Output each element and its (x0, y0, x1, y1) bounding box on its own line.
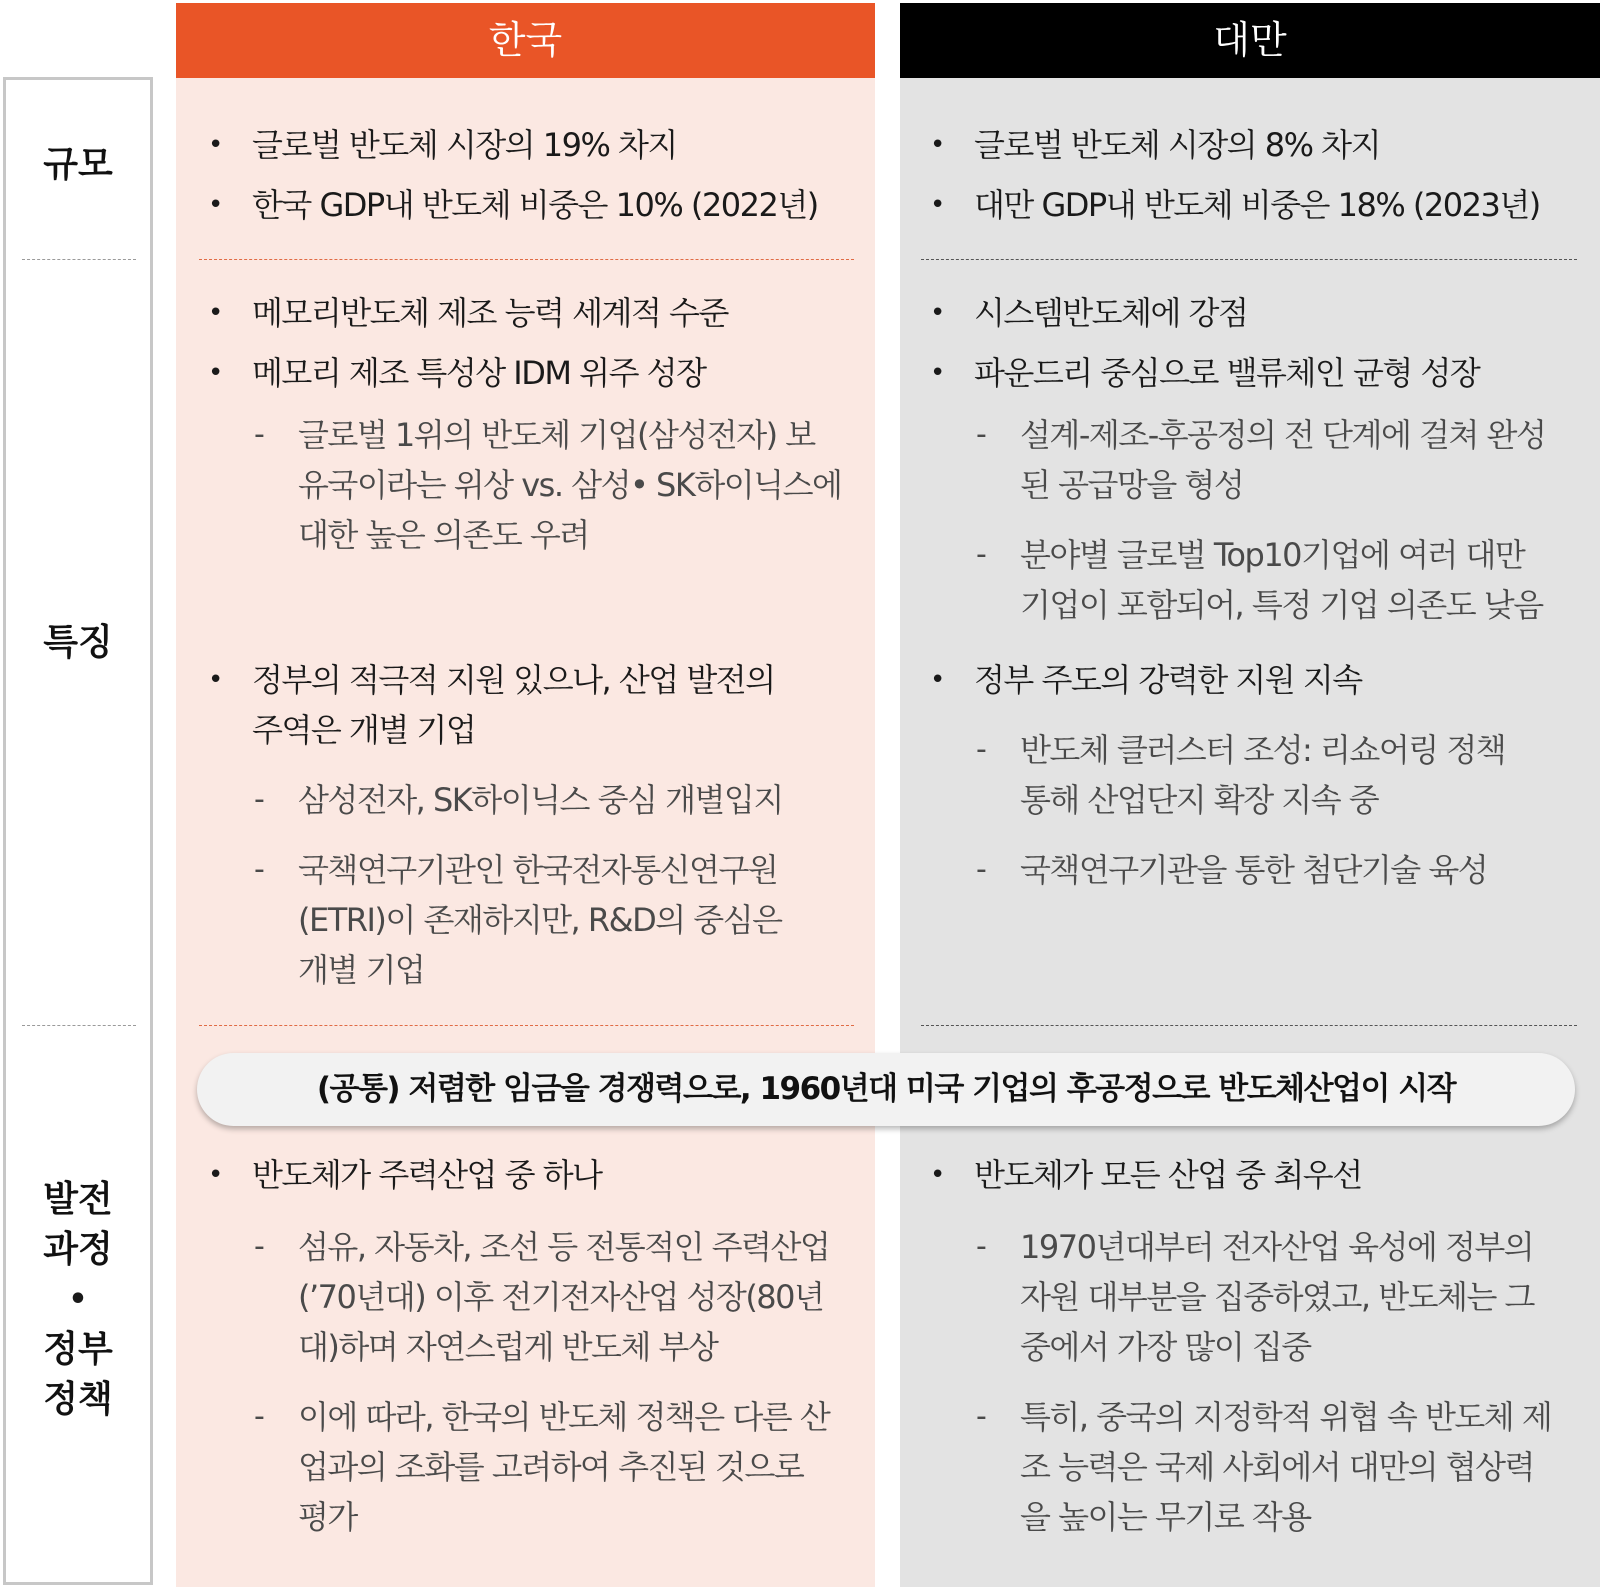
bullet-mark: • (930, 130, 946, 160)
taiwan-row-separator (921, 1025, 1577, 1026)
korea-row-separator (199, 259, 854, 260)
row-label-development-1: 발전 (43, 1179, 113, 1220)
taiwan-feature-item: 파운드리 중심으로 밸류체인 균형 성장 (974, 354, 1480, 392)
dash-mark: - (254, 1399, 265, 1434)
korea-row-separator (199, 1025, 854, 1026)
row-label-features: 특징 (43, 622, 113, 663)
bullet-mark: • (208, 1160, 224, 1190)
korea-feature-item: 메모리 제조 특성상 IDM 위주 성장 (252, 354, 706, 392)
row-label-development-3: 정부 (43, 1329, 113, 1370)
korea-feature-subitem: 개별 기업 (298, 951, 425, 989)
taiwan-feature-subitem: 기업이 포함되어, 특정 기업 의존도 낮음 (1020, 586, 1543, 624)
taiwan-scale-item: 대만 GDP내 반도체 비중은 18% (2023년) (974, 186, 1540, 224)
korea-feature-subitem: 대한 높은 의존도 우려 (298, 516, 589, 554)
taiwan-row-separator (921, 259, 1577, 260)
korea-header: 한국 (176, 3, 875, 78)
dash-mark: - (976, 417, 987, 452)
taiwan-feature-subitem: 분야별 글로벌 Top10기업에 여러 대만 (1020, 536, 1525, 574)
row-label-development-4: 정책 (43, 1379, 113, 1420)
bullet-mark: • (208, 130, 224, 160)
taiwan-scale-item: 글로벌 반도체 시장의 8% 차지 (974, 126, 1380, 164)
bullet-mark: • (208, 190, 224, 220)
dash-mark: - (976, 537, 987, 572)
bullet-mark: • (930, 298, 946, 328)
row-label-scale: 규모 (43, 144, 113, 185)
taiwan-feature-subitem: 통해 산업단지 확장 지속 중 (1020, 781, 1379, 819)
bullet-mark: • (930, 358, 946, 388)
row-label-development-2: 과정 (43, 1229, 113, 1270)
taiwan-development-subitem: 특히, 중국의 지정학적 위협 속 반도체 제 (1020, 1398, 1552, 1436)
korea-feature-item: 주역은 개별 기업 (252, 711, 476, 749)
bullet-mark: • (208, 665, 224, 695)
taiwan-development-subitem: 을 높이는 무기로 작용 (1020, 1498, 1311, 1536)
row-separator (22, 1025, 136, 1026)
dash-mark: - (976, 1229, 987, 1264)
korea-feature-item: 메모리반도체 제조 능력 세계적 수준 (252, 294, 728, 332)
korea-feature-subitem: 삼성전자, SK하이닉스 중심 개별입지 (298, 781, 783, 819)
taiwan-development-item: 반도체가 모든 산업 중 최우선 (974, 1156, 1362, 1194)
korea-feature-subitem: (ETRI)이 존재하지만, R&D의 중심은 (298, 901, 782, 939)
common-banner: (공통) 저렴한 임금을 경쟁력으로, 1960년대 미국 기업의 후공정으로 반도체산업이 시작 (197, 1053, 1575, 1126)
korea-feature-item: 정부의 적극적 지원 있으나, 산업 발전의 (252, 661, 775, 699)
taiwan-header: 대만 (900, 3, 1600, 78)
taiwan-development-subitem: 자원 대부분을 집중하였고, 반도체는 그 (1020, 1278, 1534, 1316)
taiwan-development-subitem: 중에서 가장 많이 집중 (1020, 1328, 1311, 1366)
korea-feature-subitem: 국책연구기관인 한국전자통신연구원 (298, 851, 778, 889)
row-label-development-dot: • (68, 1282, 88, 1317)
dash-mark: - (976, 732, 987, 767)
bullet-mark: • (930, 665, 946, 695)
bullet-mark: • (930, 190, 946, 220)
korea-development-subitem: 섬유, 자동차, 조선 등 전통적인 주력산업 (298, 1228, 830, 1266)
korea-development-item: 반도체가 주력산업 중 하나 (252, 1156, 602, 1194)
taiwan-development-subitem: 1970년대부터 전자산업 육성에 정부의 (1020, 1228, 1534, 1266)
dash-mark: - (976, 852, 987, 887)
korea-development-subitem: 대)하며 자연스럽게 반도체 부상 (298, 1328, 718, 1366)
taiwan-feature-subitem: 반도체 클러스터 조성: 리쇼어링 정책 (1020, 731, 1506, 769)
dash-mark: - (976, 1399, 987, 1434)
korea-development-subitem: 업과의 조화를 고려하여 추진된 것으로 (298, 1448, 804, 1486)
korea-scale-item: 한국 GDP내 반도체 비중은 10% (2022년) (252, 186, 818, 224)
korea-feature-subitem: 글로벌 1위의 반도체 기업(삼성전자) 보 (298, 416, 815, 454)
korea-scale-item: 글로벌 반도체 시장의 19% 차지 (252, 126, 677, 164)
bullet-mark: • (208, 358, 224, 388)
dash-mark: - (254, 1229, 265, 1264)
taiwan-feature-item: 시스템반도체에 강점 (974, 294, 1248, 332)
taiwan-feature-subitem: 된 공급망을 형성 (1020, 466, 1244, 504)
bullet-mark: • (930, 1160, 946, 1190)
dash-mark: - (254, 417, 265, 452)
korea-feature-subitem: 유국이라는 위상 vs. 삼성• SK하이닉스에 (298, 466, 842, 504)
bullet-mark: • (208, 298, 224, 328)
taiwan-feature-item: 정부 주도의 강력한 지원 지속 (974, 661, 1362, 699)
row-separator (22, 259, 136, 260)
taiwan-feature-subitem: 설계-제조-후공정의 전 단계에 걸쳐 완성 (1020, 416, 1546, 454)
taiwan-feature-subitem: 국책연구기관을 통한 첨단기술 육성 (1020, 851, 1488, 889)
korea-development-subitem: 이에 따라, 한국의 반도체 정책은 다른 산 (298, 1398, 830, 1436)
taiwan-development-subitem: 조 능력은 국제 사회에서 대만의 협상력 (1020, 1448, 1534, 1486)
dash-mark: - (254, 852, 265, 887)
korea-development-subitem: 평가 (298, 1498, 357, 1536)
dash-mark: - (254, 782, 265, 817)
korea-development-subitem: (’70년대) 이후 전기전자산업 성장(80년 (298, 1278, 824, 1316)
